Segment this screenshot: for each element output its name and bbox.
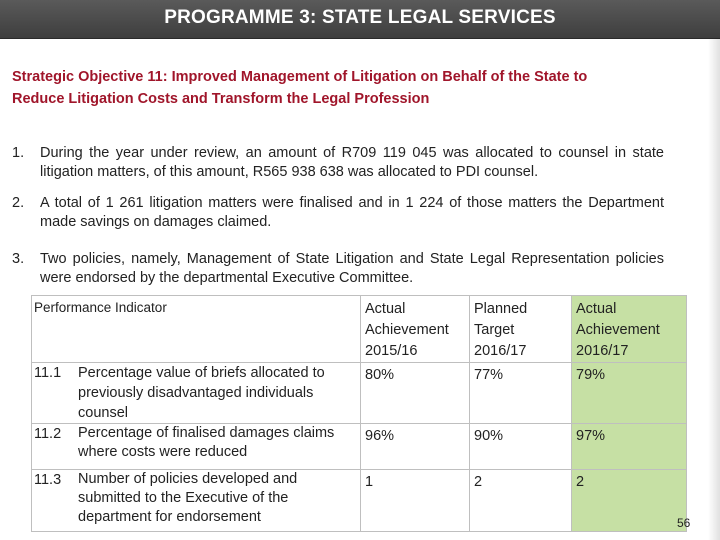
- indicator-description: Percentage value of briefs allocated to previously disadvantaged individuals counsel: [78, 365, 325, 421]
- list-text: During the year under review, an amount of R709 119 045 was allocated to counsel in state litigation matters, of this amount, R565 938 638 was allocated to PDI counsel.: [40, 145, 664, 180]
- actual-prev-value: 96%: [361, 424, 470, 470]
- header-line: Achievement: [576, 322, 660, 338]
- list-number: 1.: [12, 145, 25, 161]
- table-header-row: [32, 296, 687, 363]
- list-item: [12, 194, 664, 232]
- actual-prev-value: 1: [361, 470, 470, 532]
- list-number: 3.: [12, 251, 25, 267]
- objective-line-1: Strategic Objective 11: Improved Management of Litigation on Behalf of the State to: [12, 69, 588, 85]
- planned-value: 77%: [470, 363, 572, 424]
- header-line: Actual: [365, 301, 406, 317]
- performance-table: [31, 295, 687, 532]
- indicator-cell: [32, 470, 361, 532]
- header-actual-2015-16: [361, 296, 470, 363]
- list-text: Two policies, namely, Management of State Litigation and State Legal Representation policies were endorsed by the departmental Executive Committee.: [40, 251, 664, 286]
- list-item: [12, 250, 664, 288]
- header-performance-indicator: Performance Indicator: [32, 296, 361, 363]
- header-line: 2016/17: [576, 343, 629, 359]
- header-line: Achievement: [365, 322, 449, 338]
- header-line: 2016/17: [474, 343, 527, 359]
- header-line: Actual: [576, 301, 617, 317]
- header-planned-2016-17: [470, 296, 572, 363]
- indicator-description: Percentage of finalised damages claims where costs were reduced: [78, 425, 335, 460]
- page-number: 56: [677, 516, 691, 530]
- planned-value: 2: [470, 470, 572, 532]
- indicator-code: 11.1: [34, 365, 62, 381]
- page-title: PROGRAMME 3: STATE LEGAL SERVICES: [164, 7, 556, 28]
- list-number: 2.: [12, 195, 25, 211]
- table-row: [32, 363, 687, 424]
- actual-curr-value: 79%: [572, 363, 687, 424]
- indicator: [32, 363, 360, 423]
- header-line: Target: [474, 322, 515, 338]
- table-row: [32, 470, 687, 532]
- indicator: [32, 470, 360, 527]
- list-text: A total of 1 261 litigation matters were finalised and in 1 224 of those matters the Department made savings on damages claimed.: [40, 195, 664, 230]
- right-edge-shadow: [708, 38, 720, 540]
- indicator-code: 11.3: [34, 472, 62, 488]
- header-line: 2015/16: [365, 343, 418, 359]
- actual-curr-value: 2: [572, 470, 687, 532]
- strategic-objective: [12, 66, 672, 110]
- indicator-cell: [32, 363, 361, 424]
- objective-line-2: Reduce Litigation Costs and Transform the Legal Profession: [12, 91, 430, 107]
- indicator: [32, 424, 360, 462]
- indicator-description: Number of policies developed and submitted to the Executive of the department for endorsement: [78, 471, 298, 525]
- planned-value: 90%: [470, 424, 572, 470]
- title-bar: [0, 0, 720, 39]
- actual-prev-value: 80%: [361, 363, 470, 424]
- actual-curr-value: 97%: [572, 424, 687, 470]
- indicator-cell: [32, 424, 361, 470]
- indicator-code: 11.2: [34, 426, 62, 442]
- list-item: [12, 144, 664, 182]
- header-actual-2016-17: [572, 296, 687, 363]
- table-row: [32, 424, 687, 470]
- header-line: Planned: [474, 301, 528, 317]
